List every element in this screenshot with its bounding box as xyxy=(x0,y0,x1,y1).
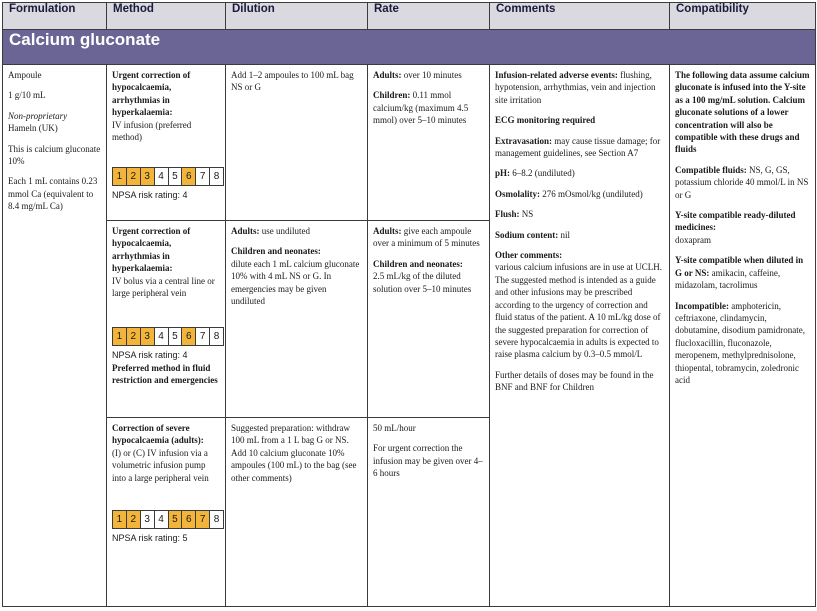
npsa-rating-box: 2 xyxy=(127,511,141,528)
npsa-rating-scale xyxy=(112,510,224,529)
comment-heading: Osmolality: xyxy=(495,188,540,199)
header-rate: Rate xyxy=(368,3,490,30)
npsa-rating-box: 2 xyxy=(127,168,141,185)
formulation-maker: Hameln (UK) xyxy=(8,123,58,134)
method-cell xyxy=(107,418,226,607)
method-text: (I) or (C) IV infusion via a volumetric infusion pump into a large peripheral vein xyxy=(112,447,209,483)
rate-text: For urgent correction the infusion may be given over 4–6 hours xyxy=(373,443,483,479)
npsa-rating-box: 4 xyxy=(155,511,169,528)
comments-cell xyxy=(490,65,670,607)
header-row xyxy=(3,3,816,30)
header-compatibility: Compatibility xyxy=(670,3,816,30)
drug-title: Calcium gluconate xyxy=(3,30,816,65)
npsa-rating-box: 7 xyxy=(196,168,210,185)
npsa-rating-box: 7 xyxy=(196,328,210,345)
formulation-content: Each 1 mL contains 0.23 mmol Ca (equivalent to 8.4 mg/mL Ca) xyxy=(8,176,98,212)
comment-heading: Other comments: xyxy=(495,250,563,261)
comment-text: flushing, hypotension, arrhythmias, vein and injection site irritation xyxy=(495,70,656,105)
npsa-rating-box: 8 xyxy=(210,168,223,185)
table-row xyxy=(3,65,816,221)
npsa-rating-box: 5 xyxy=(169,168,183,185)
header-method: Method xyxy=(107,3,226,30)
formulation-note: This is calcium gluconate 10% xyxy=(8,143,101,167)
npsa-rating-label: NPSA risk rating: 4 xyxy=(112,190,188,201)
comment-text: may cause tissue damage; for management guidelines, see Section A7 xyxy=(495,135,661,159)
npsa-rating-box: 3 xyxy=(141,511,155,528)
compat-text: doxapram xyxy=(675,234,711,245)
comment-heading: Infusion-related adverse events: xyxy=(495,70,618,80)
rate-text: 50 mL/hour xyxy=(373,423,416,433)
drug-title-row xyxy=(3,30,816,65)
formulation-proprietary: Non-proprietary xyxy=(8,110,68,121)
comment-text: nil xyxy=(560,229,571,240)
comment-text: 6–8.2 (undiluted) xyxy=(512,168,575,179)
comment-text: NS xyxy=(521,209,534,220)
dilution-text: Add 1–2 ampoules to 100 mL bag NS or G xyxy=(231,70,354,93)
rate-cell xyxy=(368,418,490,607)
compat-text: amikacin, caffeine, midazolam, tacrolimus xyxy=(675,267,781,291)
comment-heading: Flush: xyxy=(495,209,520,220)
rate-heading: Children: xyxy=(373,90,411,101)
npsa-rating-box: 6 xyxy=(182,328,196,345)
method-text: IV bolus via a central line or large peripheral vein xyxy=(112,275,215,299)
method-heading: Urgent correction of hypocalcaemia, arrhythmias in hyperkalaemia: xyxy=(112,70,191,118)
npsa-rating-box: 4 xyxy=(155,328,169,345)
dilution-text: use undiluted xyxy=(261,226,311,236)
method-text: IV infusion (preferred method) xyxy=(112,119,192,143)
npsa-rating-box: 8 xyxy=(210,328,223,345)
compat-heading: Incompatible: xyxy=(675,300,729,311)
compatibility-cell xyxy=(670,65,816,607)
npsa-rating-box: 6 xyxy=(182,511,196,528)
comment-text: 276 mOsmol/kg (undiluted) xyxy=(542,188,643,199)
method-cell xyxy=(107,221,226,418)
compat-heading: Y-site compatible ready-diluted medicines: xyxy=(675,210,796,233)
dilution-text: dilute each 1 mL calcium gluconate 10% with 4 mL NS or G. In emergencies may be given undiluted xyxy=(231,258,360,307)
npsa-rating-box: 5 xyxy=(169,511,183,528)
monograph-table xyxy=(2,2,816,607)
rate-text: 2.5 mL/kg of the diluted solution over 5–10 minutes xyxy=(373,271,472,294)
rate-text: 0.11 mmol calcium/kg (maximum 4.5 mmol) over 5–10 minutes xyxy=(373,90,469,126)
npsa-rating-box: 1 xyxy=(113,328,127,345)
npsa-rating-box: 7 xyxy=(196,511,210,528)
comment-heading: ECG monitoring required xyxy=(495,115,596,126)
npsa-rating-box: 6 xyxy=(182,168,196,185)
npsa-rating-box: 3 xyxy=(141,328,155,345)
comment-text: various calcium infusions are in use at UCLH. The suggested method is intended as a guide and other infusions may be prescribed according to the urgency of correction and fluid status of the patient. A 10 mL/kg dose of the suggested preparation for correction of severe hypocalcaemia in adults is expected to raise plasma calcium by 0.3–0.5 mmol/L xyxy=(495,262,662,360)
npsa-rating-box: 4 xyxy=(155,168,169,185)
method-note: Preferred method in fluid restriction and emergencies xyxy=(112,362,218,386)
dilution-text: Suggested preparation: withdraw 100 mL from a 1 L bag G or NS. Add 10 calcium gluconate 10% ampoules (100 mL) to the bag (see other comments) xyxy=(231,423,357,483)
formulation-cell xyxy=(3,65,107,607)
dilution-cell xyxy=(226,221,368,418)
rate-cell xyxy=(368,221,490,418)
dilution-heading: Children and neonates: xyxy=(231,246,321,257)
header-dilution: Dilution xyxy=(226,3,368,30)
npsa-rating-box: 8 xyxy=(210,511,223,528)
npsa-rating-box: 2 xyxy=(127,328,141,345)
npsa-rating-box: 1 xyxy=(113,511,127,528)
compat-text: NS, G, GS, potassium chloride 40 mmol/L in NS or G xyxy=(675,164,809,200)
comment-text: Further details of doses may be found in the BNF and BNF for Children xyxy=(495,369,654,393)
compat-intro: The following data assume calcium gluconate is infused into the Y-site as a 100 mg/mL solution. Calcium gluconate solutions of a lower concentration will also be compatible with these drugs and fluids xyxy=(675,70,810,155)
dilution-cell xyxy=(226,65,368,221)
header-comments: Comments xyxy=(490,3,670,30)
formulation-manufacturer xyxy=(8,110,101,135)
method-cell xyxy=(107,65,226,221)
rate-heading: Adults: xyxy=(373,226,402,236)
npsa-rating-box: 5 xyxy=(169,328,183,345)
compat-heading: Y-site compatible when diluted in G or NS: xyxy=(675,255,804,278)
npsa-rating-scale xyxy=(112,327,224,346)
rate-cell xyxy=(368,65,490,221)
header-formulation: Formulation xyxy=(3,3,107,30)
method-heading: Urgent correction of hypocalcaemia, arrhythmias in hyperkalaemia: xyxy=(112,226,191,274)
compat-heading: Compatible fluids: xyxy=(675,164,747,175)
rate-text: over 10 minutes xyxy=(403,70,462,80)
method-heading: Correction of severe hypocalcaemia (adults): xyxy=(112,423,204,446)
npsa-rating-box: 1 xyxy=(113,168,127,185)
comment-heading: Extravasation: xyxy=(495,135,552,146)
monograph-table-frame xyxy=(2,2,815,596)
comment-heading: pH: xyxy=(495,168,511,179)
npsa-rating-label: NPSA risk rating: 4 xyxy=(112,350,188,361)
rate-text: give each ampoule over a minimum of 5 minutes xyxy=(373,226,480,249)
npsa-rating-box: 3 xyxy=(141,168,155,185)
rate-heading: Children and neonates: xyxy=(373,258,463,269)
rate-heading: Adults: xyxy=(373,70,402,80)
formulation-strength: 1 g/10 mL xyxy=(8,90,46,101)
comment-heading: Sodium content: xyxy=(495,229,559,240)
dilution-cell xyxy=(226,418,368,607)
formulation-type: Ampoule xyxy=(8,70,42,80)
compat-text: amphotericin, ceftriaxone, clindamycin, dobutamine, disodium pamidronate, flucloxacillin, fluconazole, meropenem, methylprednisolone, thiopental, tobramycin, zoledronic acid xyxy=(675,300,805,385)
dilution-heading: Adults: xyxy=(231,226,260,236)
npsa-rating-scale xyxy=(112,167,224,186)
npsa-rating-label: NPSA risk rating: 5 xyxy=(112,533,188,544)
